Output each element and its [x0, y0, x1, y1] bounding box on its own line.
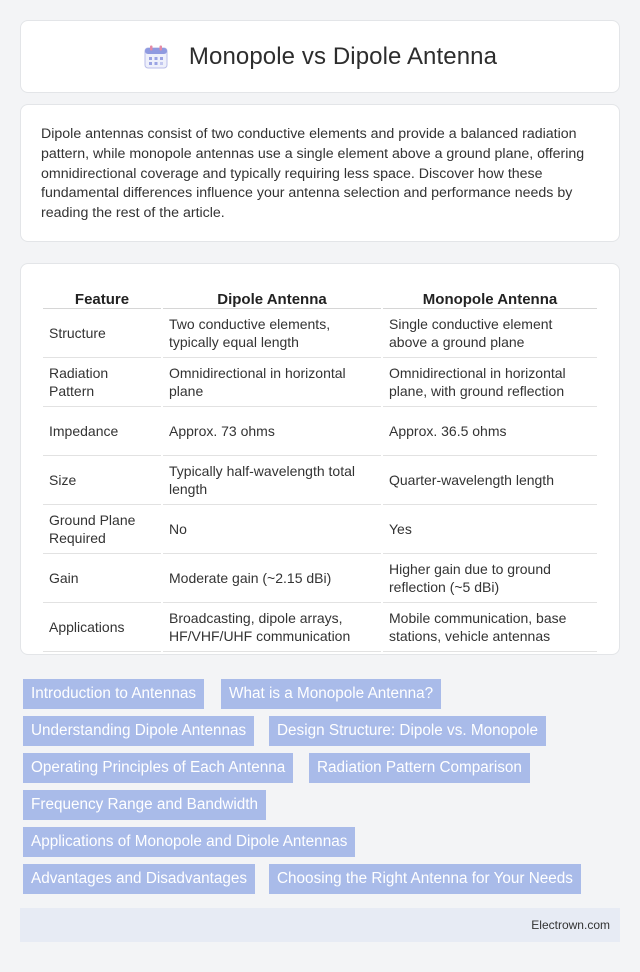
table-cell: No	[163, 505, 381, 554]
table-cell: Applications	[43, 603, 161, 652]
table-cell: Gain	[43, 554, 161, 603]
table-row	[43, 309, 597, 358]
table-cell: Typically half-wavelength total length	[163, 456, 381, 505]
table-cell: Approx. 73 ohms	[163, 407, 381, 456]
tag-what-is-a-monopole-antenna[interactable]: What is a Monopole Antenna?	[221, 679, 441, 709]
tag-operating-principles[interactable]: Operating Principles of Each Antenna	[23, 753, 293, 783]
table-row	[43, 358, 597, 407]
table-cell: Two conductive elements, typically equal length	[163, 309, 381, 358]
table-cell: Moderate gain (~2.15 dBi)	[163, 554, 381, 603]
comparison-card	[20, 263, 620, 655]
page-title: Monopole vs Dipole Antenna	[188, 42, 498, 70]
table-cell: Omnidirectional in horizontal plane	[163, 358, 381, 407]
tag-introduction-to-antennas[interactable]: Introduction to Antennas	[23, 679, 204, 709]
table-cell: Structure	[43, 309, 161, 358]
title-card	[20, 20, 620, 93]
table-cell: Impedance	[43, 407, 161, 456]
footer-site-name: Electrown.com	[531, 918, 610, 932]
table-row	[43, 407, 597, 456]
tag-choosing-the-right-antenna[interactable]: Choosing the Right Antenna for Your Needs	[269, 864, 581, 894]
table-cell: Omnidirectional in horizontal plane, with ground reflection	[383, 358, 597, 407]
footer	[20, 908, 620, 942]
table-cell: Broadcasting, dipole arrays, HF/VHF/UHF communication	[163, 603, 381, 652]
intro-paragraph: Dipole antennas consist of two conductive elements and provide a balanced radiation pattern, while monopole antennas use a single element above a ground plane, offering omnidirectional coverage and typically requiring less space. Discover how these fundamental differences influence your antenna selection and performance needs by reading the rest of the article.	[41, 126, 585, 222]
table-cell: Quarter-wavelength length	[383, 456, 597, 505]
comparison-table	[41, 284, 599, 652]
column-header-dipole: Dipole Antenna	[163, 284, 381, 309]
tag-understanding-dipole-antennas[interactable]: Understanding Dipole Antennas	[23, 716, 254, 746]
intro-card	[20, 104, 620, 242]
table-cell: Yes	[383, 505, 597, 554]
table-cell: Ground Plane Required	[43, 505, 161, 554]
tag-design-structure[interactable]: Design Structure: Dipole vs. Monopole	[269, 716, 546, 746]
table-row	[43, 456, 597, 505]
tag-frequency-range[interactable]: Frequency Range and Bandwidth	[23, 790, 266, 820]
tag-radiation-pattern-comparison[interactable]: Radiation Pattern Comparison	[309, 753, 530, 783]
table-cell: Radiation Pattern	[43, 358, 161, 407]
table-cell: Single conductive element above a ground plane	[383, 309, 597, 358]
table-header-row	[43, 284, 597, 309]
table-cell: Higher gain due to ground reflection (~5 dBi)	[383, 554, 597, 603]
table-row	[43, 603, 597, 652]
tag-advantages-disadvantages[interactable]: Advantages and Disadvantages	[23, 864, 255, 894]
table-cell: Approx. 36.5 ohms	[383, 407, 597, 456]
table-cell: Mobile communication, base stations, vehicle antennas	[383, 603, 597, 652]
calendar-icon	[143, 44, 169, 70]
tag-applications[interactable]: Applications of Monopole and Dipole Antennas	[23, 827, 355, 857]
table-row	[43, 505, 597, 554]
table-row	[43, 554, 597, 603]
column-header-monopole: Monopole Antenna	[383, 284, 597, 309]
column-header-feature: Feature	[43, 284, 161, 309]
table-cell: Size	[43, 456, 161, 505]
